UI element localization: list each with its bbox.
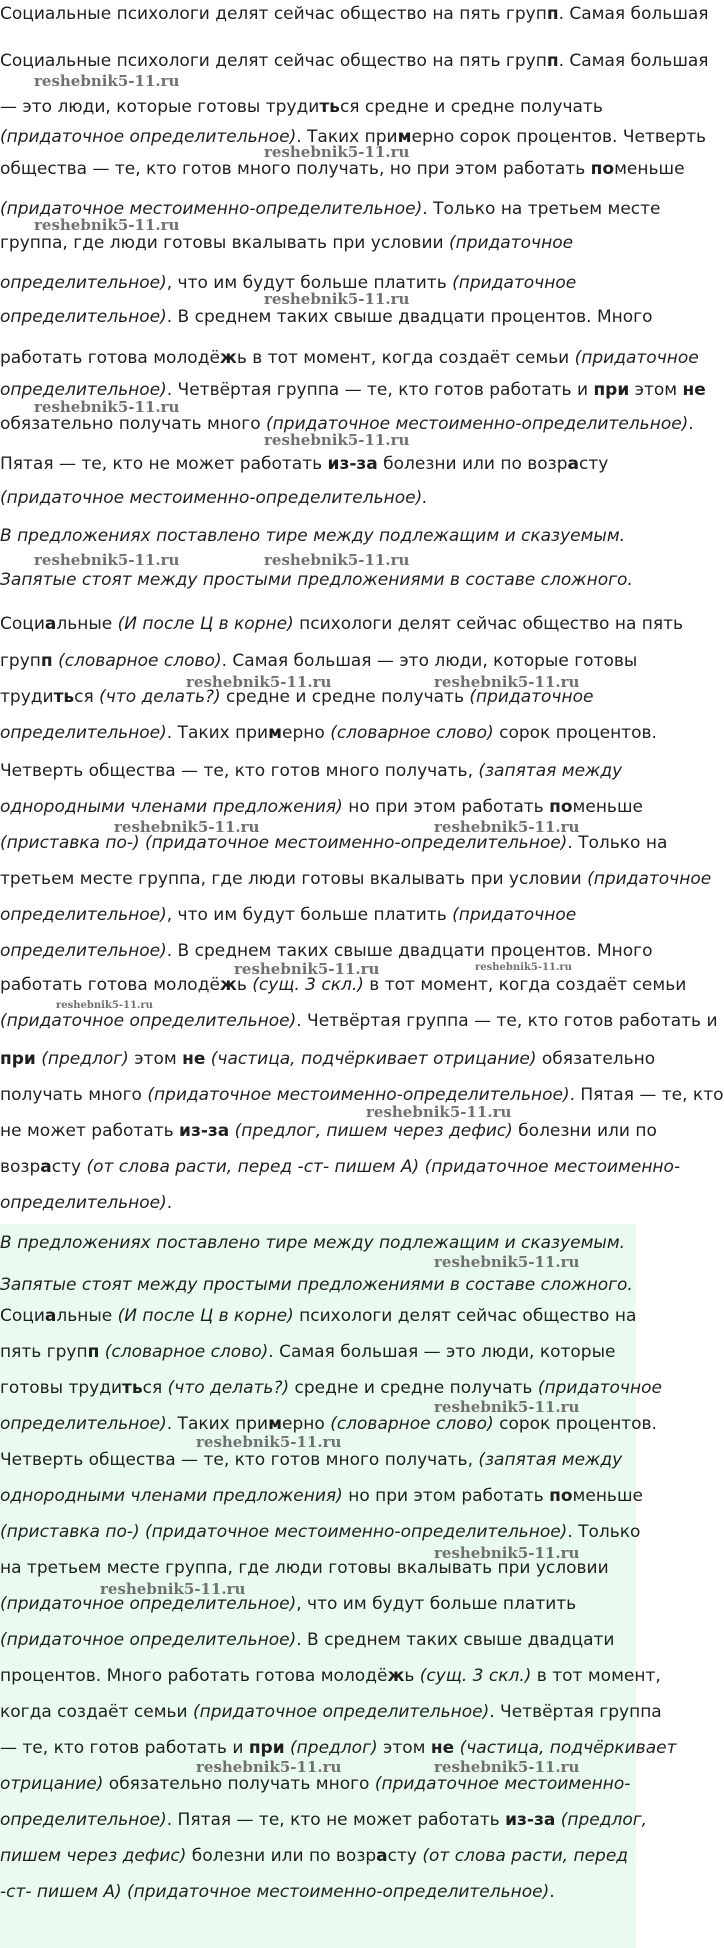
watermark: reshebnik5-11.ru	[196, 1758, 342, 1776]
text-line: определительное).	[0, 1193, 173, 1213]
text-line: определительное). Пятая — те, кто не может работать из-за (предлог,	[0, 1810, 648, 1830]
text-line: на третьем месте группа, где люди готовы вкалывать при условии	[0, 1558, 609, 1578]
watermark: reshebnik5-11.ru	[434, 1544, 580, 1562]
text-line: — те, кто готов работать и при (предлог) этом не (частица, подчёркивает	[0, 1738, 677, 1758]
watermark: reshebnik5-11.ru	[100, 1580, 246, 1598]
text-line: (придаточное определительное), что им будут больше платить	[0, 1594, 577, 1614]
answer-highlight-box	[0, 1224, 636, 1948]
text-line: (придаточное местоименно-определительное).	[0, 488, 428, 508]
text-line: группа, где люди готовы вкалывать при условии (придаточное	[0, 233, 574, 253]
text-line: третьем месте группа, где люди готовы вкалывать при условии (придаточное	[0, 869, 712, 889]
text-line: -ст- пишем А) (придаточное местоименно-определительное).	[0, 1882, 555, 1902]
text-line: определительное). Таких примерно (словарное слово) сорок процентов.	[0, 1414, 657, 1434]
watermark: reshebnik5-11.ru	[34, 72, 180, 90]
text-line: (приставка по-) (придаточное местоименно-определительное). Только	[0, 1522, 641, 1542]
text-line: Запятые стоят между простыми предложениями в составе сложного.	[0, 1275, 633, 1295]
watermark: reshebnik5-11.ru	[434, 1398, 580, 1416]
text-line: возрасту (от слова расти, перед -ст- пишем А) (придаточное местоименно-	[0, 1157, 681, 1177]
text-line: работать готова молодёжь в тот момент, когда создаёт семьи (придаточное	[0, 348, 699, 368]
text-line: готовы трудиться (что делать?) средне и средне получать (придаточное	[0, 1378, 662, 1398]
watermark: reshebnik5-11.ru	[264, 143, 410, 161]
text-line: работать готова молодёжь (сущ. 3 скл.) в тот момент, когда создаёт семьи	[0, 975, 687, 995]
watermark: reshebnik5-11.ru	[434, 1758, 580, 1776]
text-line: — это люди, которые готовы трудиться средне и средне получать	[0, 97, 603, 117]
text-line: получать много (придаточное местоименно-определительное). Пятая — те, кто	[0, 1085, 724, 1105]
text-line: когда создаёт семьи (придаточное определительное). Четвёртая группа	[0, 1702, 662, 1722]
watermark: reshebnik5-11.ru	[114, 818, 260, 836]
text-line: (придаточное местоименно-определительное). Только на третьем месте	[0, 199, 661, 219]
watermark: reshebnik5-11.ru	[186, 673, 332, 691]
watermark: reshebnik5-11.ru	[434, 673, 580, 691]
text-line: (приставка по-) (придаточное местоименно-определительное). Только на	[0, 833, 668, 853]
text-line: однородными членами предложения) но при этом работать поменьше	[0, 1486, 643, 1506]
text-line: Социальные психологи делят сейчас общество на пять групп. Самая большая	[0, 4, 709, 24]
text-line: определительное). Таких примерно (словарное слово) сорок процентов.	[0, 723, 657, 743]
text-line: Четверть общества — те, кто готов много получать, (запятая между	[0, 761, 623, 781]
text-line: пять групп (словарное слово). Самая большая — это люди, которые	[0, 1342, 616, 1362]
text-line: Пятая — те, кто не может работать из-за болезни или по возрасту	[0, 454, 609, 474]
text-line: (придаточное определительное). Четвёртая группа — те, кто готов работать и	[0, 1011, 718, 1031]
watermark: reshebnik5-11.ru	[264, 290, 410, 308]
watermark: reshebnik5-11.ru	[366, 1103, 512, 1121]
text-line: Социальные психологи делят сейчас общество на пять групп. Самая большая	[0, 51, 709, 71]
text-line: не может работать из-за (предлог, пишем через дефис) болезни или по	[0, 1121, 657, 1141]
text-line: пишем через дефис) болезни или по возрасту (от слова расти, перед	[0, 1846, 629, 1866]
watermark: reshebnik5-11.ru	[434, 1253, 580, 1271]
text-line: Социальные (И после Ц в корне) психологи делят сейчас общество на пять	[0, 614, 684, 634]
watermark: reshebnik5-11.ru	[56, 1000, 153, 1011]
text-line: процентов. Много работать готова молодёжь (сущ. 3 скл.) в тот момент,	[0, 1666, 661, 1686]
watermark: reshebnik5-11.ru	[34, 551, 180, 569]
watermark: reshebnik5-11.ru	[34, 398, 180, 416]
watermark: reshebnik5-11.ru	[264, 551, 410, 569]
text-line: В предложениях поставлено тире между подлежащим и сказуемым.	[0, 1233, 626, 1253]
text-line: определительное). Четвёртая группа — те, кто готов работать и при этом не	[0, 380, 706, 400]
text-line: общества — те, кто готов много получать, но при этом работать поменьше	[0, 159, 685, 179]
text-line: (придаточное определительное). В среднем таких свыше двадцати	[0, 1630, 615, 1650]
text-line: трудиться (что делать?) средне и средне получать (придаточное	[0, 687, 594, 707]
watermark: reshebnik5-11.ru	[34, 216, 180, 234]
text-line: Четверть общества — те, кто готов много получать, (запятая между	[0, 1450, 623, 1470]
text-line: Социальные (И после Ц в корне) психологи делят сейчас общество на	[0, 1306, 637, 1326]
text-line: В предложениях поставлено тире между подлежащим и сказуемым.	[0, 526, 626, 546]
text-line: определительное), что им будут больше платить (придаточное	[0, 905, 577, 925]
text-line: определительное). В среднем таких свыше двадцати процентов. Много	[0, 307, 653, 327]
watermark: reshebnik5-11.ru	[196, 1433, 342, 1451]
text-line: определительное), что им будут больше платить (придаточное	[0, 273, 577, 293]
watermark: reshebnik5-11.ru	[475, 962, 572, 973]
watermark: reshebnik5-11.ru	[234, 960, 380, 978]
watermark: reshebnik5-11.ru	[434, 818, 580, 836]
watermark: reshebnik5-11.ru	[264, 431, 410, 449]
text-line: обязательно получать много (придаточное местоименно-определительное).	[0, 414, 694, 434]
text-line: отрицание) обязательно получать много (придаточное местоименно-	[0, 1774, 631, 1794]
text-line: при (предлог) этом не (частица, подчёркивает отрицание) обязательно	[0, 1049, 656, 1069]
text-line: однородными членами предложения) но при этом работать поменьше	[0, 797, 643, 817]
text-line: групп (словарное слово). Самая большая — это люди, которые готовы	[0, 651, 638, 671]
text-line: (придаточное определительное). Таких примерно сорок процентов. Четверть	[0, 127, 707, 147]
text-line: Запятые стоят между простыми предложениями в составе сложного.	[0, 570, 633, 590]
text-line: определительное). В среднем таких свыше двадцати процентов. Много	[0, 941, 653, 961]
